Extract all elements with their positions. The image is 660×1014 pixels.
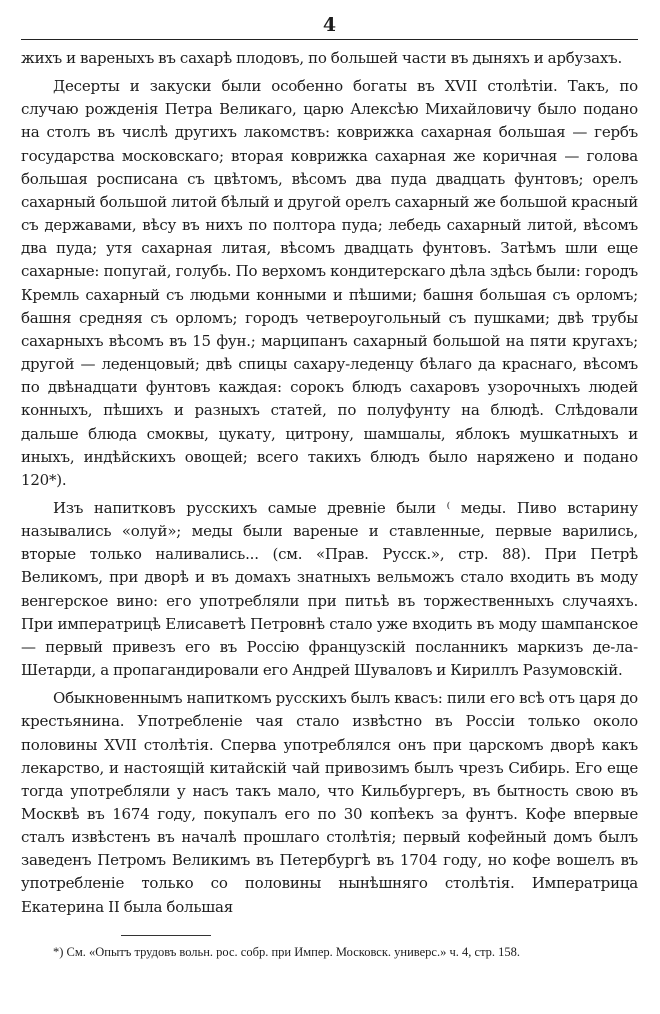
paragraph-kvass-tea-coffee: Обыкновеннымъ напиткомъ русскихъ былъ квасъ: пили его всѣ отъ царя до крестьянина. Употребленіе чая стало извѣстно въ Россіи только около половины XVII столѣтія. Сперва употреблялся онъ при царскомъ дворѣ какъ лекарство, и настоящій китайскій чай привозимъ былъ чрезъ Сибирь. Его еще тогда употребляли у насъ такъ мало, что Кильбургеръ, въ бытность свою въ Москвѣ въ 1674 году, покупалъ его по 30 копѣекъ за фунтъ. Кофе впервые сталъ извѣстенъ въ началѣ прошлаго столѣтія; первый кофейный домъ былъ заведенъ Петромъ Великимъ въ Петербургѣ въ 1704 году, но кофе вошелъ въ употребленіе только со половины нынѣшняго столѣтія. Императрица Екатерина II была большая [21,689,638,916]
body-text [21,47,638,919]
header-rule [21,39,638,40]
paragraph-desserts: Десерты и закуски были особенно богаты въ XVII столѣтіи. Такъ, по случаю рожденія Петра Великаго, царю Алексѣю Михайловичу было подано на столъ въ числѣ другихъ лакомствъ: коврижка сахарная большая — гербъ государства московскаго; вторая коврижка сахарная же коричная — голова большая росписана съ цвѣтомъ, вѣсомъ два пуда двадцать фунтовъ; орелъ сахарный большой литой бѣлый и другой орелъ сахарный же большой красный съ державами, вѣсу въ нихъ по полтора пуда; лебедь сахарный литой, вѣсомъ два пуда; утя сахарная литая, вѣсомъ двадцать фунтовъ. Затѣмъ шли еще сахарные: попугай, голубь. По верхомъ кондитерскаго дѣла здѣсь были: городъ Кремль сахарный съ людьми конными и пѣшими; башня большая съ орломъ; башня средняя съ орломъ; городъ четвероугольный съ пушками; двѣ трубы сахарныхъ вѣсомъ въ 15 фун.; марципанъ сахарный большой на пяти кругахъ; другой — леденцовый; двѣ спицы сахару-леденцу бѣлаго да краснаго, вѣсомъ по двѣнадцати фунтовъ каждая: сорокъ блюдъ сахаровъ узорочныхъ людей конныхъ, пѣшихъ и разныхъ статей, по полуфунту на блюдѣ. Слѣдовали дальше блюда смоквы, цукату, цитрону, шамшалы, яблокъ мушкатныхъ и иныхъ, индѣйскихъ овощей; всего такихъ блюдъ было наряжено и подано 120*). [21,77,638,489]
paragraph-drinks: Изъ напитковъ русскихъ самые древніе были ⁽ меды. Пиво встарину назывались «олуй»; меды были вареные и ставленные, первые варились, вторые только наливались... (см. «Прав. Русск.», стр. 88). При Петрѣ Великомъ, при дворѣ и въ домахъ знатныхъ вельможъ стало входить въ моду венгерское вино: его употребляли при питьѣ въ торжественныхъ случаяхъ. При императрицѣ Елисаветѣ Петровнѣ стало уже входить въ моду шампанское — первый привезъ его въ Россію французскій посланникъ маркизъ де-ла-Шетарди, а пропагандировали его Андрей Шуваловъ и Кириллъ Разумовскій. [21,498,638,680]
footnote-rule [121,935,211,936]
page-number: 4 [322,14,337,36]
paragraph-continuation: жихъ и вареныхъ въ сахарѣ плодовъ, по большей части въ дыняхъ и арбузахъ. [21,49,623,67]
footnote: *) См. «Опытъ трудовъ вольн. рос. собр. при Импер. Московск. универс.» ч. 4, стр. 158. [53,944,521,959]
